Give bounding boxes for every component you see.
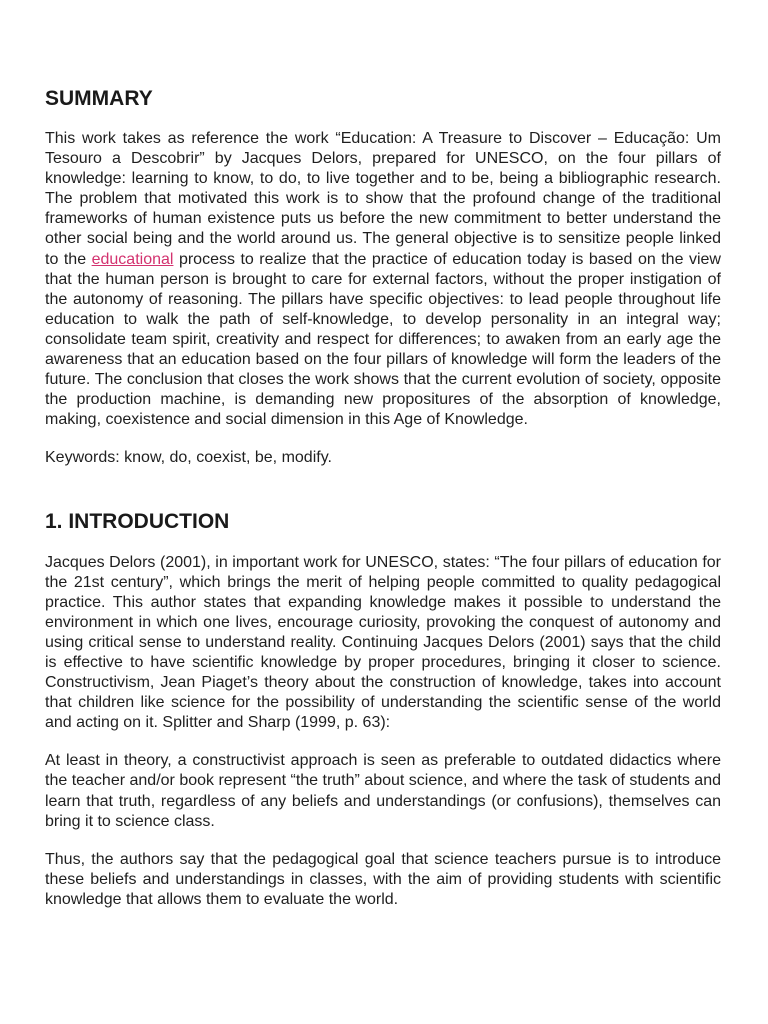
summary-paragraph bbox=[45, 129, 721, 430]
introduction-heading: 1. INTRODUCTION bbox=[45, 509, 230, 533]
keywords-line: Keywords: know, do, coexist, be, modify. bbox=[45, 449, 332, 467]
document-page bbox=[45, 0, 721, 910]
summary-text-after-link: process to realize that the practice of education today is based on the view that the human person is brought to care for external factors, without the proper instigation of the autonomy of reasoning. The pillars have specific objectives: to lead people throughout life education to walk the path of self-knowledge, to develop personality in an integral way; consolidate team spirit, creativity and respect for differences; to awaken from an early age the awareness that an education based on the four pillars of knowledge will form the leaders of the future. The conclusion that closes the work shows that the current evolution of society, opposite the production machine, is demanding new propositures of the absorption of knowledge, making, coexistence and social dimension in this Age of Knowledge. bbox=[45, 250, 721, 429]
summary-heading: SUMMARY bbox=[45, 87, 153, 110]
introduction-quote: At least in theory, a constructivist approach is seen as preferable to outdated didactics where the teacher and/or book represent “the truth” about science, and where the task of students and learn that truth, regardless of any beliefs and understandings (or confusions), themselves can bring it to science class. bbox=[45, 752, 721, 830]
educational-link[interactable]: educational bbox=[91, 250, 174, 268]
summary-text-before-link: This work takes as reference the work “Education: A Treasure to Discover – Educação: Um Tesouro a Descobrir” by Jacques Delors, prepared for UNESCO, on the four pillars of knowledge: learning to know, to do, to live together and to be, being a bibliographic research. The problem that motivated this work is to show that the profound change of the traditional frameworks of human existence puts us before the new commitment to better understand the other social being and the world around us. The general objective is to sensitize people linked to the bbox=[45, 130, 721, 268]
introduction-paragraph-2: Thus, the authors say that the pedagogical goal that science teachers pursue is to introduce these beliefs and understandings in classes, with the aim of providing students with scientific knowledge that allows them to evaluate the world. bbox=[45, 850, 721, 908]
introduction-paragraph-1: Jacques Delors (2001), in important work for UNESCO, states: “The four pillars of education for the 21st century”, which brings the merit of helping people committed to quality pedagogical practice. This author states that expanding knowledge makes it possible to understand the environment in which one lives, encourage curiosity, provoking the conquest of autonomy and using critical sense to understand reality. Continuing Jacques Delors (2001) says that the child is effective to have scientific knowledge by proper procedures, bringing it closer to science. Constructivism, Jean Piaget’s theory about the construction of knowledge, takes into account that children like science for the possibility of understanding the scientific sense of the world and acting on it. Splitter and Sharp (1999, p. 63): bbox=[45, 553, 721, 732]
